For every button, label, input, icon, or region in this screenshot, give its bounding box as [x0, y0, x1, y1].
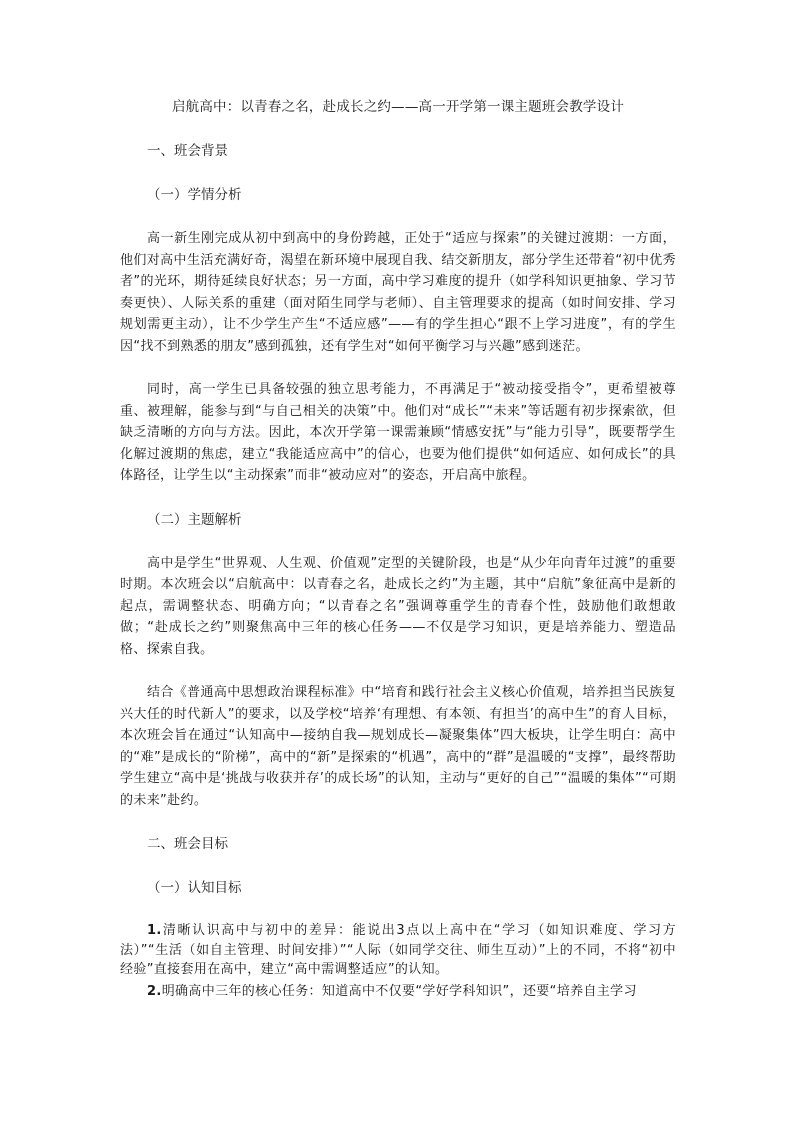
- paragraph-theme-analysis-1: 高中是学生“世界观、人生观、价值观”定型的关键阶段，也是“从少年向青年过渡”的重要时期。本次班会以“启航高中：以青春之名，赴成长之约”为主题，其中“启航”象征高中是新的起点，需调整状态、明确方向；“以青春之名”强调尊重学生的青春个性，鼓励他们敢想敢做；“赴成长之约”则聚焦高中三年的核心任务——不仅是学习知识，更是培养能力、塑造品格、探索自我。: [120, 555, 676, 657]
- subsection-heading-student-analysis: （一）学情分析: [147, 187, 242, 203]
- subsection-heading-theme-analysis: （二）主题解析: [147, 511, 242, 528]
- paragraph-student-analysis-2: 同时，高一学生已具备较强的独立思考能力，不再满足于“被动接受指令”，更希望被尊重、被理解，能参与到“与自己相关的决策”中。他们对“成长”“未来”等话题有初步探索欲，但缺乏清晰的方向与方法。因此，本次开学第一课需兼顾“情感安抚”与“能力引导”，既要帮学生化解过渡期的焦虑，建立“我能适应高中”的信心，也要为他们提供“如何适应、如何成长”的具体路径，让学生以“主动探索”而非“被动应对”的姿态，开启高中旅程。: [120, 382, 676, 483]
- goal-item-1-text: 能说出3点以上高中在“学习（如知识难度、学习方法）”“生活（如自主管理、时间安排）”“人际（如同学交往、师生互动）”上的不同，不将“初中经验”直接套用在高中，建立“高中需调整适应”的认知。: [120, 923, 676, 977]
- section-heading-goals: 二、班会目标: [147, 836, 228, 852]
- goal-item-2: [120, 982, 676, 1002]
- subsection-heading-cognitive-goals: （一）认知目标: [147, 880, 242, 896]
- document-body: [120, 96, 676, 1003]
- section-heading-background: 一、班会背景: [147, 143, 228, 159]
- goal-item-1-lead: 清晰认识高中与初中的差异：: [161, 923, 353, 938]
- goal-item-2-number: 2.: [147, 983, 162, 999]
- document-title: 启航高中：以青春之名，赴成长之约——高一开学第一课主题班会教学设计: [171, 99, 625, 115]
- goal-item-2-lead: 明确高中三年的核心任务：: [161, 983, 322, 999]
- goal-item-1: [120, 921, 676, 980]
- paragraph-student-analysis-1: 高一新生刚完成从初中到高中的身份跨越，正处于“适应与探索”的关键过渡期：一方面，他们对高中生活充满好奇，渴望在新环境中展现自我、结交新朋友，部分学生还带着“初中优秀者”的光环，期待延续良好状态；另一方面，高中学习难度的提升（如学科知识更抽象、学习节奏更快）、人际关系的重建（面对陌生同学与老师）、自主管理要求的提高（如时间安排、学习规划需更主动），让不少学生产生“不适应感”——有的学生担心“跟不上学习进度”，有的学生因“找不到熟悉的朋友”感到孤独，还有学生对“如何平衡学习与兴趣”感到迷茫。: [120, 231, 676, 354]
- goal-item-1-number: 1.: [147, 923, 162, 938]
- paragraph-theme-analysis-2: 结合《普通高中思想政治课程标准》中“培育和践行社会主义核心价值观，培养担当民族复兴大任的时代新人”的要求，以及学校“培养‘有理想、有本领、有担当’的高中生”的育人目标，本次班会旨在通过“认知高中—接纳自我—规划成长—凝聚集体”四大板块，让学生明白：高中的“难”是成长的“阶梯”，高中的“新”是探索的“机遇”，高中的“群”是温暖的“支撑”，最终帮助学生建立“高中是‘挑战与收获并存’的成长场”的认知，主动与“更好的自己”“温暖的集体”“可期的未来”赴约。: [120, 685, 676, 808]
- goal-item-2-text: 知道高中不仅要“学好学科知识”，还要“培养自主学习: [321, 983, 637, 999]
